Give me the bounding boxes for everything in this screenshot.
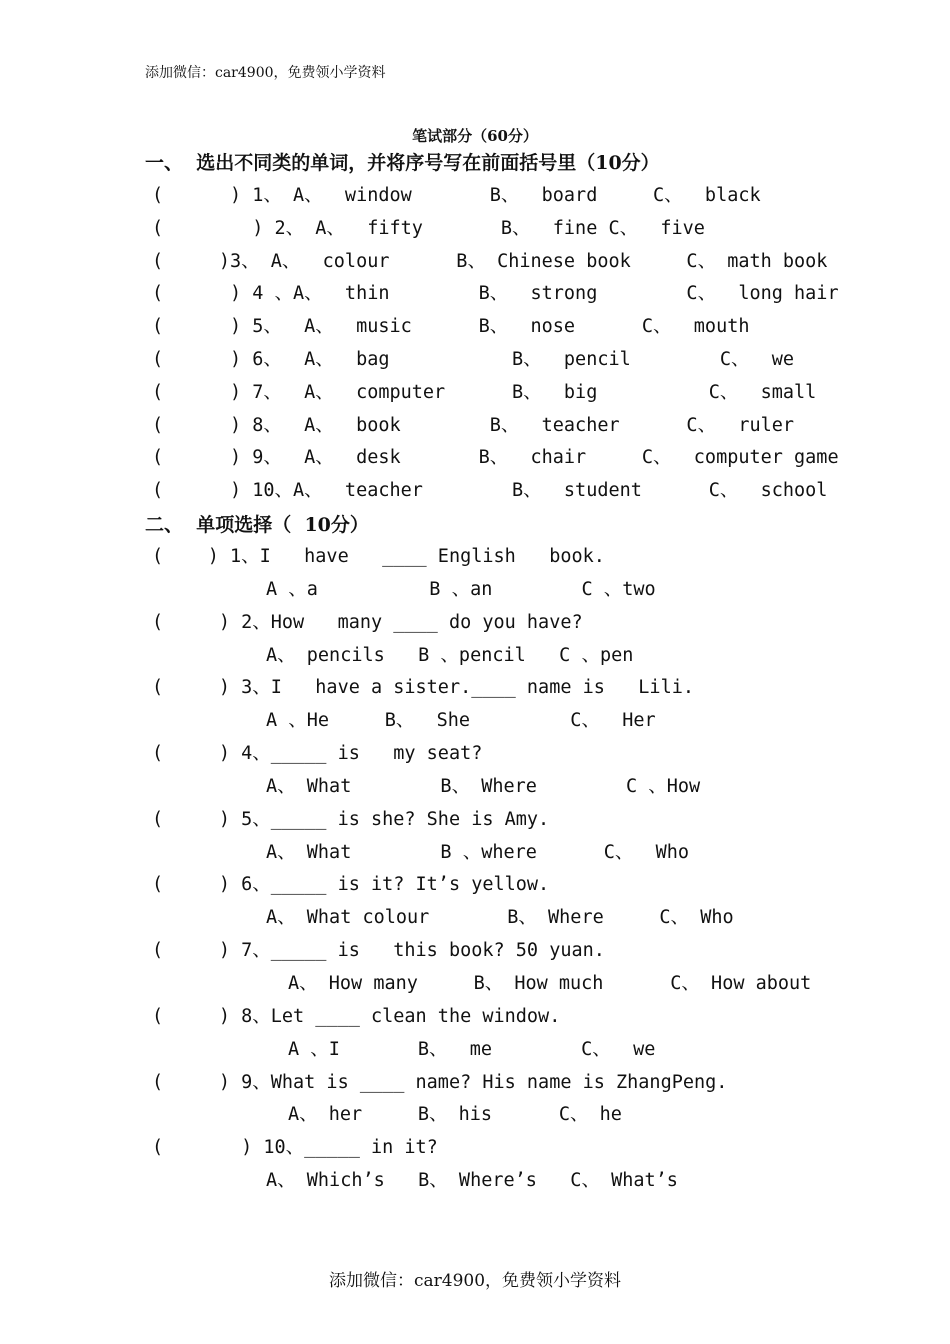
options-line: A 、a B 、an C 、two [266,578,656,600]
list-item: ( ) 2、 A、 fifty B、 fine C、 five [152,217,705,239]
section-1-list [152,180,839,508]
list-item: ( ) 4 、A、 thin B、 strong C、 long hair [152,283,839,305]
question-line: ( ) 3、I have a sister.____ name is Lili. [152,677,694,699]
question-line: ( ) 6、_____ is it? It’s yellow. [152,874,550,896]
question-line: ( ) 5、_____ is she? She is Amy. [152,808,550,830]
options-line: A 、He B、 She C、 Her [266,710,656,732]
list-item: ( )3、 A、 colour B、 Chinese book C、 math book [152,250,828,272]
list-item: ( ) 6、 A、 bag B、 pencil C、 we [152,348,795,370]
question-line: ( ) 10、_____ in it? [152,1137,438,1159]
options-line: A、 What colour B、 Where C、 Who [266,907,734,929]
options-line: A、 How many B、 How much C、 How about [288,972,812,994]
question-line: ( ) 1、I have ____ English book. [152,546,605,567]
question-line: ( ) 7、_____ is this book? 50 yuan. [152,940,605,962]
list-item: ( ) 9、 A、 desk B、 chair C、 computer game [152,447,839,469]
question-line: ( ) 9、What is ____ name? His name is ZhangPeng. [152,1071,728,1093]
question-line: ( ) 8、Let ____ clean the window. [152,1005,561,1027]
exam-title: 笔试部分（60分） [412,127,538,145]
section-1-title: 一、 选出不同类的单词，并将序号写在前面括号里（10分） [145,152,660,174]
list-item: ( ) 7、 A、 computer B、 big C、 small [152,381,817,403]
options-line: A、 her B、 his C、 he [288,1104,622,1126]
list-item: ( ) 10、A、 teacher B、 student C、 school [152,480,828,502]
question-line: ( ) 2、How many ____ do you have? [152,611,583,633]
header-watermark: 添加微信：car4900，免费领小学资料 [145,65,386,81]
list-item: ( ) 5、 A、 music B、 nose C、 mouth [152,316,750,338]
options-line: A、 What B 、where C、 Who [266,841,690,863]
section-2-title: 二、 单项选择（ 10分） [145,514,369,536]
question-line: ( ) 4、_____ is my seat? [152,743,483,765]
options-line: A、 pencils B 、pencil C 、pen [266,644,634,666]
options-line: A、 What B、 Where C 、How [266,775,701,797]
options-line: A 、I B、 me C、 we [288,1038,656,1060]
list-item: ( ) 1、 A、 window B、 board C、 black [152,185,761,206]
options-line: A、 Which’s B、 Where’s C、 What’s [266,1170,678,1192]
section-2-list [152,541,811,1198]
list-item: ( ) 8、 A、 book B、 teacher C、 ruler [152,414,795,436]
footer-watermark: 添加微信：car4900，免费领小学资料 [328,1271,622,1291]
